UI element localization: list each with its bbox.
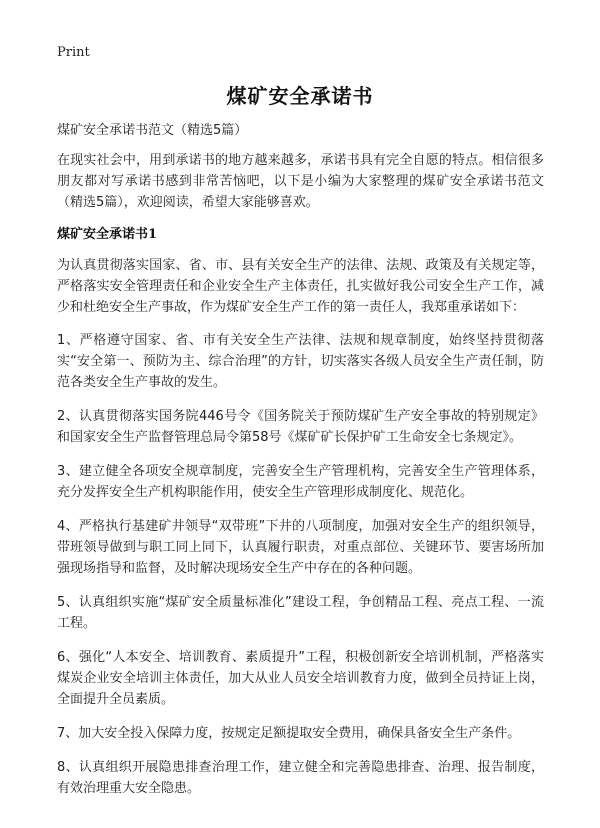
commitment-item-4: 4、严格执行基建矿井领导“双带班”下井的八项制度，加强对安全生产的组织领导，带班领导做到与职工同上同下，认真履行职责，对重点部位、关键环节、要害场所加强现场指导和监督，及时解决现场安全生产中存在的各种问题。: [57, 519, 544, 576]
section-lead-paragraph: 为认真贯彻落实国家、省、市、县有关安全生产的法律、法规、政策及有关规定等，严格落实安全管理责任和企业安全生产主体责任，扎实做好我公司安全生产工作，减少和杜绝安全生产事故，作为煤矿安全生产工作的第一责任人，我郑重承诺如下：: [57, 258, 544, 315]
print-link[interactable]: Print: [57, 45, 90, 60]
commitment-item-8: 8、认真组织开展隐患排查治理工作，建立健全和完善隐患排查、治理、报告制度，有效治理重大安全隐患。: [57, 760, 544, 796]
intro-paragraph: 在现实社会中，用到承诺书的地方越来越多，承诺书具有完全自愿的特点。相信很多朋友都对写承诺书感到非常苦恼吧，以下是小编为大家整理的煤矿安全承诺书范文（精选5篇），欢迎阅读，希望大家能够喜欢。: [57, 153, 544, 210]
section-heading: 煤矿安全承诺书1: [57, 227, 158, 242]
page-title: 煤矿安全承诺书: [226, 84, 374, 108]
document-body: [57, 121, 544, 812]
document-subtitle: 煤矿安全承诺书范文（精选5篇）: [57, 123, 248, 138]
commitment-item-5: 5、认真组织实施“煤矿安全质量标准化”建设工程，争创精品工程、亮点工程、一流工程。: [57, 595, 544, 631]
commitment-item-2: 2、认真贯彻落实国务院446号令《国务院关于预防煤矿生产安全事故的特别规定》和国家安全生产监督管理总局令第58号《煤矿矿长保护矿工生命安全七条规定》。: [57, 409, 544, 445]
commitment-item-6: 6、强化“人本安全、培训教育、素质提升”工程，积极创新安全培训机制，严格落实煤炭企业安全培训主体责任，加大从业人员安全培训教育力度，做到全员持证上岗，全面提升全员素质。: [57, 650, 544, 707]
commitment-item-7: 7、加大安全投入保障力度，按规定足额提取安全费用，确保具备安全生产条件。: [57, 726, 521, 741]
commitment-item-3: 3、建立健全各项安全规章制度，完善安全生产管理机构，完善安全生产管理体系，充分发挥安全生产机构职能作用，使安全生产管理形成制度化、规范化。: [57, 464, 544, 500]
commitment-list: [57, 330, 544, 799]
commitment-item-1: 1、严格遵守国家、省、市有关安全生产法律、法规和规章制度，始终坚持贯彻落实“安全第一、预防为主、综合治理”的方针，切实落实各级人员安全生产责任制，防范各类安全生产事故的发生。: [57, 333, 544, 390]
